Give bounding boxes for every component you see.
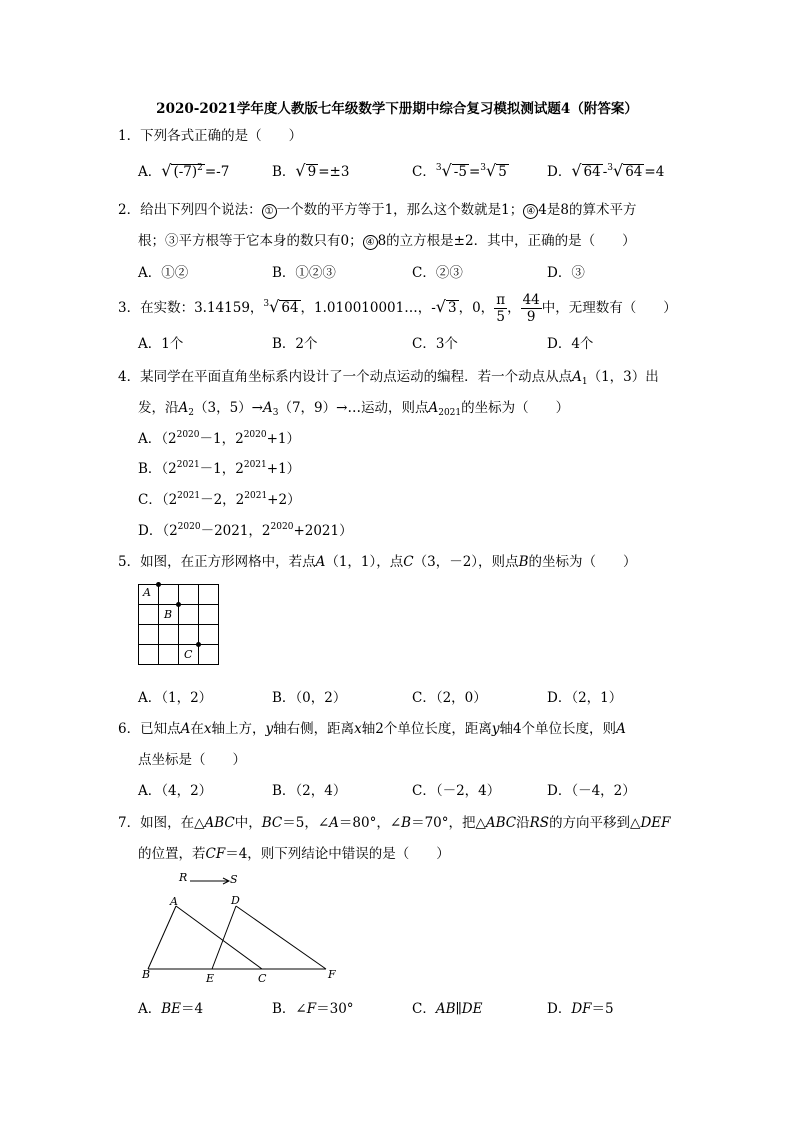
q3-option-a: A．1个 bbox=[138, 336, 184, 352]
q7-option-b: B．∠F＝30° bbox=[272, 1001, 354, 1017]
q5-option-c: C．（2，0） bbox=[412, 690, 487, 706]
q6-stem-line1: 6．已知点A在x轴上方，y轴右侧，距离x轴2个单位长度，距离y轴4个单位长度，则A bbox=[118, 721, 626, 737]
q6-option-a: A．（4，2） bbox=[138, 783, 213, 799]
label-b: B bbox=[164, 608, 173, 621]
q6-option-c: C．（－2，4） bbox=[412, 783, 501, 799]
label-s: S bbox=[230, 873, 238, 886]
q2-stem-line2: 根；③平方根等于它本身的数只有0； ④ 8的立方根是±2．其中，正确的是（ ） bbox=[138, 233, 636, 249]
q1-option-b: B．√ 9 =±3 bbox=[272, 161, 350, 180]
point-b bbox=[176, 602, 181, 607]
label-b: B bbox=[142, 968, 151, 981]
q7-option-d: D．DF＝5 bbox=[547, 1001, 614, 1017]
q5-option-b: B．（0，2） bbox=[272, 690, 347, 706]
label-a: A bbox=[170, 895, 178, 908]
label-d: D bbox=[231, 894, 240, 907]
q5-option-a: A．（1，2） bbox=[138, 690, 213, 706]
q7-stem-line2: 的位置，若CF＝4，则下列结论中错误的是（ ） bbox=[138, 846, 450, 862]
q7-option-c: C．AB∥DE bbox=[412, 1001, 483, 1017]
label-c: C bbox=[184, 648, 193, 661]
q4-option-d: D．（$2^{2020}-2021$，$2^{2020}+2021$） bbox=[138, 522, 353, 539]
q4-option-b: B．（$2^{2021}-1$，$2^{2021}+1$） bbox=[138, 460, 301, 477]
label-f: F bbox=[328, 968, 336, 981]
q5-stem: 5．如图，在正方形网格中，若点A（1，1），点C（3，－2），则点B的坐标为（ ） bbox=[118, 554, 637, 570]
point-a bbox=[156, 582, 161, 587]
q7-stem-line1: 7．如图，在△ABC中，BC＝5，∠A＝80°，∠B＝70°，把△ABC沿RS的方向平移到△DEF bbox=[118, 815, 671, 831]
q6-stem-line2: 点坐标是（ ） bbox=[138, 752, 246, 768]
page-title: 2020-2021学年度人教版七年级数学下册期中综合复习模拟测试题4（附答案） bbox=[156, 101, 638, 117]
q7-option-a: A．BE＝4 bbox=[138, 1001, 204, 1017]
q4-stem-line1: 4．某同学在平面直角坐标系内设计了一个动点运动的编程．若一个动点从点$A_1(1$，3）出 bbox=[118, 369, 659, 387]
q2-option-b: B．①②③ bbox=[272, 265, 336, 281]
q4-option-a: A．（$2^{2020}-1$，$2^{2020}+1$） bbox=[138, 430, 300, 447]
q1-option-a: A．√ $(-7)^2 =-7$ bbox=[138, 161, 230, 180]
label-r: R bbox=[179, 871, 188, 884]
q3-option-b: B．2个 bbox=[272, 336, 318, 352]
label-c: C bbox=[258, 972, 267, 985]
point-c bbox=[196, 642, 201, 647]
q2-option-a: A．①② bbox=[138, 265, 189, 281]
q4-option-c: C．（$2^{2021}-2$，$2^{2021}+2$） bbox=[138, 491, 301, 508]
q5-grid-figure bbox=[136, 582, 222, 668]
q3-option-c: C．3个 bbox=[412, 336, 458, 352]
q7-translation-figure bbox=[136, 868, 346, 988]
q2-option-d: D．③ bbox=[547, 265, 585, 281]
q1-option-d: D．√ 64 -$^3$√ 64 =4 bbox=[547, 161, 665, 180]
q6-option-d: D．（－4，2） bbox=[547, 783, 636, 799]
q5-option-d: D．（2，1） bbox=[547, 690, 623, 706]
q3-stem: 3．在实数：3.14159，$^3$√ 64 ，1.010010001…，-√ 3 ，0， $\frac{\pi}{5}$ ， $\frac{44}{9}$ 中，无理数有（ ） bbox=[118, 292, 677, 325]
q3-option-d: D．4个 bbox=[547, 336, 594, 352]
q2-option-c: C．②③ bbox=[412, 265, 463, 281]
q1-option-c: C．$^3$√ -5 =$^3$√ 5 bbox=[412, 161, 507, 180]
label-e: E bbox=[206, 972, 215, 985]
q2-stem-line1: 2．给出下列四个说法： ① 一个数的平方等于1，那么这个数就是1； ④ 4是8的算术平方 bbox=[118, 202, 637, 218]
label-a: A bbox=[143, 586, 151, 599]
q4-stem-line2: 发，沿$A_2(3$，$5)\to A_3(7$，9）→…运动，则点$A_{2021}$的坐标为（ ） bbox=[138, 400, 570, 418]
q1-stem: 1．下列各式正确的是（ ） bbox=[118, 128, 303, 144]
q6-option-b: B．（2，4） bbox=[272, 783, 347, 799]
